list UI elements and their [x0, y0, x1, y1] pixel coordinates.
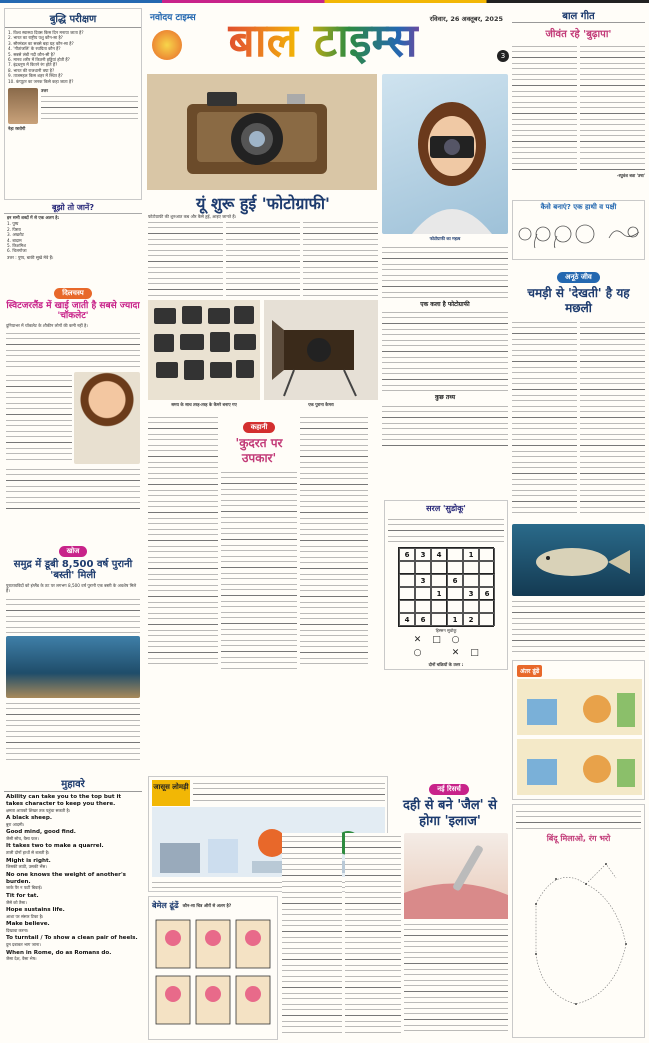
- poem-col-1: [512, 43, 577, 171]
- old-camera-photo: [264, 300, 378, 400]
- sudoku-cell[interactable]: [463, 574, 479, 587]
- idiom-hindi: दिखावा करना।: [6, 928, 29, 934]
- empty-symbol-cell: [428, 648, 446, 660]
- poem-author: -रघुवंश बत्रा 'उषा': [616, 173, 645, 178]
- idiom-hindi: क्षमता आपको शिखर तक पहुंचा सकती है।: [6, 807, 71, 813]
- riddle-answer: उत्तर : पुष्प, बाकी सूखे मेवे हैं।: [7, 254, 54, 260]
- sudoku-cell[interactable]: [463, 561, 479, 574]
- sudoku-cell: 3: [415, 548, 431, 561]
- sudoku-grid: [398, 547, 494, 627]
- camera-collection-photo: [148, 300, 260, 400]
- sudoku-cell[interactable]: [447, 587, 463, 600]
- quiz-box: [4, 8, 142, 200]
- idiom-hindi: जैसी सोच, वैसा फल।: [6, 836, 39, 841]
- girl-camera-photo: [382, 74, 508, 234]
- kahani-headline: 'कुदरत पर उपकार': [235, 436, 283, 465]
- masthead-date: रविवार, 26 अक्तूबर, 2025: [429, 15, 503, 23]
- idiom-english: It takes two to make a quarrel.: [6, 843, 104, 850]
- vemel-pictures: [152, 914, 276, 1032]
- sudoku-cell[interactable]: [479, 600, 495, 613]
- spot-diff-picture-1: [517, 679, 642, 735]
- old-camera-caption: एक पुराना कैमरा: [308, 402, 334, 407]
- baal-geet-title: जीवंत रहे 'बुढ़ापा': [545, 29, 612, 40]
- riddle-option: 1. पुष्प: [7, 221, 19, 227]
- riddle-question: इन सभी शब्दों में से एक अलग है:: [7, 215, 60, 220]
- idiom-english: When in Rome, do as Romans do.: [6, 949, 112, 956]
- sudoku-cell[interactable]: [479, 548, 495, 561]
- draw-box: [512, 200, 645, 260]
- anuthe-col-1: [512, 319, 577, 515]
- sudoku-cell[interactable]: [399, 561, 415, 574]
- idiom-english: A black sheep.: [6, 815, 52, 821]
- poem-col-2: [580, 43, 645, 171]
- sudoku-cell[interactable]: [399, 600, 415, 613]
- draw-box-title: कैसे बनाएं? एक हाथी व पक्षी: [540, 203, 617, 211]
- idiom-english: Might is right.: [6, 857, 51, 864]
- baal-geet-heading: बाल गीत: [512, 8, 645, 23]
- sudoku-cell[interactable]: [431, 561, 447, 574]
- idiom-hindi: आशा पर संसार टिका है।: [6, 913, 44, 919]
- sudoku-cell[interactable]: [479, 574, 495, 587]
- sudoku-cell[interactable]: [447, 561, 463, 574]
- quiz-question: 1. विश्व स्वास्थ्य दिवस किस दिन मनाया जाता है?: [8, 30, 84, 35]
- idiom-hindi: जाके पैर न फटी बिवाई।: [6, 885, 43, 891]
- research-headline: दही से बने 'जैल' से होगा 'इलाज': [403, 798, 497, 829]
- idiom-english: Hope sustains life.: [6, 907, 65, 914]
- research-photo: [404, 833, 508, 919]
- khoj-intro: पुरातत्वविदों को इंग्लैंड के तट पर लगभग 8,500 वर्ष पुरानी एक बस्ती के अवशेष मिले हैं।: [6, 583, 137, 594]
- sudoku-cell: 3: [463, 587, 479, 600]
- idiom-hindi: बुरा आदमी।: [6, 821, 25, 827]
- idiom-english: Tit for tat.: [6, 892, 39, 899]
- child-chocolate-photo: [74, 372, 140, 464]
- quiz-question-list: [5, 28, 141, 86]
- riddle-options: [4, 221, 142, 253]
- sudoku-instructions: [388, 516, 504, 544]
- idioms-heading: मुहावरे: [4, 776, 142, 792]
- anuthe-section: [512, 264, 645, 522]
- square-symbol-icon: □: [470, 648, 479, 659]
- idiom-hindi: जैसा देश, वैसा भेष।: [6, 956, 37, 962]
- sudoku-cell: 1: [463, 548, 479, 561]
- importance-sub-1: एक कला है फोटोग्राफी: [420, 301, 470, 308]
- empty-symbol-cell: [466, 635, 484, 647]
- photo-story-col-1: [148, 219, 223, 299]
- masthead-title: बाल टाइम्स: [198, 12, 448, 68]
- quiz-question: 2. भारत का राष्ट्रीय पशु कौन-सा है?: [8, 35, 63, 41]
- elephant-bird-steps: [513, 212, 646, 252]
- quiz-question: 6. मानव शरीर में कितनी हड्डियां होती हैं?: [8, 57, 70, 63]
- sudoku-cell: 4: [431, 548, 447, 561]
- photo-story-headline: यूं शुरू हुई 'फोटोग्राफी': [196, 194, 330, 213]
- quiz-question: 5. सबसे लंबी नदी कौन-सी है?: [8, 51, 56, 57]
- sudoku-cell[interactable]: [415, 587, 431, 600]
- dilchasp-label: दिलचस्प: [54, 288, 91, 299]
- sudoku-cell: 6: [399, 548, 415, 561]
- quiz-question: 7. इंद्रधनुष में कितने रंग होते हैं?: [8, 62, 58, 68]
- print-color-bar: [0, 0, 649, 3]
- sudoku-cell[interactable]: [415, 561, 431, 574]
- idiom-english: Make believe.: [6, 921, 50, 928]
- kahani-section: [148, 414, 368, 670]
- masthead: [146, 8, 511, 70]
- bindu-box: [512, 804, 645, 1038]
- page-number: 3: [497, 50, 509, 62]
- square-symbol-icon: □: [432, 635, 441, 646]
- dilchasp-body-3: [6, 466, 140, 510]
- riddle-option: 5. किशमिश: [7, 243, 26, 249]
- idioms-section: [4, 776, 142, 1038]
- khoj-body: [6, 596, 140, 634]
- sudoku-cell: 6: [479, 587, 495, 600]
- vemel-question: कौन-सा चित्र औरों से अलग है?: [182, 902, 232, 908]
- dilchasp-body-2: [6, 372, 72, 464]
- riddle-option: 2. पिस्ता: [7, 226, 21, 232]
- idiom-english: No one knows the weight of another's burden.: [6, 871, 126, 885]
- khoj-body-2: [6, 700, 140, 760]
- importance-sub-2: कुछ तथ्य: [434, 394, 456, 402]
- anuthe-label: अनूठे जीव: [557, 272, 600, 283]
- research-col-3: [404, 921, 508, 1033]
- sudoku-cell: 3: [415, 574, 431, 587]
- baal-geet-section: [512, 8, 645, 198]
- khoj-label: खोज: [59, 546, 88, 557]
- research-label: नई रिसर्च: [429, 784, 469, 795]
- camera-collection-caption: समय के साथ तरह-तरह के कैमरे बनाए गए: [171, 402, 237, 407]
- symbol-sudoku: [385, 635, 507, 660]
- idiom-english: Good mind, good find.: [6, 829, 76, 836]
- sudoku-cell[interactable]: [431, 613, 447, 626]
- spot-diff-picture-2: [517, 739, 642, 795]
- kahani-label: कहानी: [243, 422, 276, 433]
- vemel-title: बेमेल ढूंढें: [152, 901, 179, 910]
- dilchasp-headline: स्विटजरलैंड में खाई जाती है सबसे ज्यादा 'चॉकलेट': [6, 301, 140, 321]
- sudoku-caption: हिस्सन सुडोकू: [435, 628, 457, 633]
- kahani-col-3: [300, 414, 368, 664]
- symbols-answer-title: दोनों चक्रियों के उत्तर :: [428, 662, 464, 668]
- dilchasp-section: [4, 280, 142, 538]
- riddle-heading: बूझो तो जानें?: [4, 202, 142, 214]
- circle-symbol-icon: ○: [413, 648, 422, 659]
- anuthe-col-2: [580, 319, 645, 515]
- importance-text-2: [382, 309, 508, 393]
- spot-difference-box: [512, 660, 645, 800]
- sudoku-cell: 1: [431, 587, 447, 600]
- bindu-puzzle[interactable]: [516, 844, 643, 1034]
- riddle-option: 4. बादाम: [7, 237, 22, 243]
- idiom-hindi: दुम दबाकर भाग जाना।: [6, 942, 41, 948]
- quiz-question: 3. सौरमंडल का सबसे बड़ा ग्रह कौन-सा है?: [8, 40, 74, 46]
- sudoku-cell[interactable]: [463, 600, 479, 613]
- sudoku-cell: 6: [447, 574, 463, 587]
- anuthe-headline: चमड़ी से 'देखती' है यह मछली: [527, 286, 630, 315]
- idiom-english: Ability can take you to the top but it takes character to keep you there.: [6, 794, 122, 807]
- sudoku-cell[interactable]: [431, 600, 447, 613]
- sudoku-box: [384, 500, 508, 670]
- idiom-hindi: ताली दोनों हाथों से बजती है।: [6, 850, 50, 856]
- importance-text-3: [382, 403, 508, 451]
- sudoku-cell: 6: [415, 613, 431, 626]
- research-col-2: [345, 833, 401, 1033]
- sudoku-heading: सरल 'सुडोकू': [426, 504, 466, 513]
- sudoku-cell[interactable]: [447, 548, 463, 561]
- khoj-headline: समुद्र में डूबी 8,500 वर्ष पुरानी 'बस्ती' मिली: [13, 559, 133, 581]
- riddle-option: 6. चिलगोजा: [7, 248, 27, 254]
- sudoku-cell: 1: [447, 613, 463, 626]
- sudoku-cell[interactable]: [431, 574, 447, 587]
- fish-text: [512, 598, 645, 656]
- quiz-question: 4. 'गीतांजलि' के रचयिता कौन हैं?: [8, 46, 61, 52]
- research-col-1: [282, 833, 342, 1033]
- answers-label: उत्तर: [41, 88, 48, 94]
- photo-story-col-2: [226, 219, 301, 299]
- jasoos-title: जासूस लोमड़ी: [152, 780, 190, 806]
- importance-caption: फोटोग्राफी का महत्व: [429, 236, 461, 241]
- fish-photo: [512, 524, 645, 596]
- underwater-photo: [6, 636, 140, 698]
- photo-story-lead: फोटोग्राफी की शुरुआत कब और कैसे हुई, आइए जानते हैं।: [148, 214, 237, 219]
- cross-symbol-icon: ✕: [413, 635, 422, 646]
- dilchasp-body: [6, 330, 140, 370]
- spot-diff-title: अंतर ढूंढें: [517, 665, 542, 677]
- sudoku-cell: 2: [463, 613, 479, 626]
- answers-text: [41, 93, 138, 123]
- bindu-title: बिंदू मिलाओ, रंग भरो: [546, 834, 611, 843]
- research-section: [282, 776, 508, 1038]
- idiom-english: To turntail / To show a clean pair of heels.: [6, 935, 138, 942]
- idioms-list: [4, 792, 142, 966]
- bindu-answers: [516, 808, 641, 830]
- riddle-box: [4, 202, 142, 278]
- quiz-heading: बुद्धि परीक्षण: [5, 9, 141, 28]
- idiom-hindi: जैसे को तैसा।: [6, 899, 27, 905]
- photo-story-col-3: [303, 219, 378, 299]
- sudoku-cell[interactable]: [479, 613, 495, 626]
- sudoku-cell: 4: [399, 613, 415, 626]
- dilchasp-intro: दुनियाभर में चॉकलेट के शौकीन लोगों की कमी नहीं है।: [6, 323, 88, 328]
- masthead-cartoon-icon: [152, 30, 182, 60]
- quiz-question: 8. भारत की राजधानी क्या है?: [8, 67, 55, 73]
- sudoku-cell[interactable]: [479, 561, 495, 574]
- author-photo: [8, 88, 38, 124]
- riddle-option: 3. अखरोट: [7, 232, 24, 238]
- vemel-box: [148, 896, 278, 1040]
- vintage-camera-photo: [147, 74, 377, 190]
- quiz-question: 10. कंप्यूटर का जनक किसे कहा जाता है?: [8, 78, 74, 84]
- importance-body: [382, 244, 508, 451]
- kahani-col-1: [148, 414, 218, 664]
- idiom-hindi: जिसकी लाठी, उसकी भैंस।: [6, 864, 47, 870]
- cross-symbol-icon: ✕: [451, 648, 460, 659]
- quiz-question: 9. ताजमहल किस शहर में स्थित है?: [8, 73, 63, 79]
- quiz-author: नेहा रस्तोगी: [8, 126, 26, 132]
- khoj-section: [4, 538, 142, 774]
- circle-symbol-icon: ○: [451, 635, 460, 646]
- sudoku-cell[interactable]: [447, 600, 463, 613]
- photo-story-body: [148, 214, 378, 299]
- masthead-brand: नवोदय टाइम्स: [150, 13, 196, 23]
- importance-text-1: [382, 244, 508, 300]
- kahani-col-2: [221, 469, 297, 669]
- sudoku-cell[interactable]: [399, 587, 415, 600]
- sudoku-cell[interactable]: [415, 600, 431, 613]
- sudoku-cell[interactable]: [399, 574, 415, 587]
